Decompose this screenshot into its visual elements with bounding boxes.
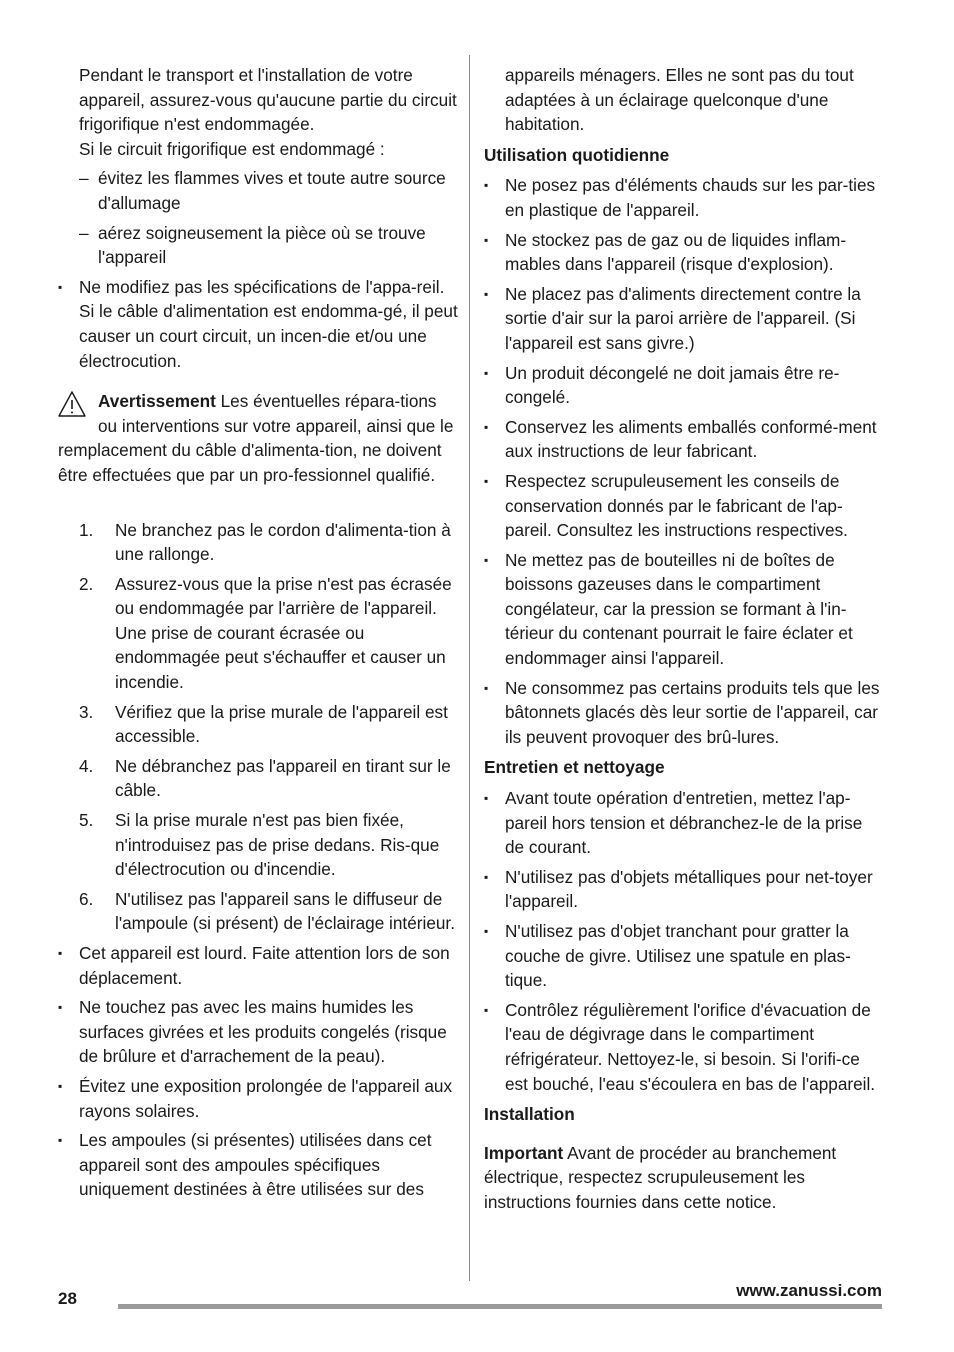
bullet-item: ▪ N'utilisez pas d'objets métalliques pour net-toyer l'appareil.: [484, 865, 884, 914]
numbered-item: [58, 572, 458, 695]
numbered-item: [58, 754, 458, 803]
section-heading-installation: Installation: [484, 1104, 575, 1125]
bullet-item: ▪ Respectez scrupuleusement les conseils de conservation donnés par le fabricant de l'ap-pareil. Consultez les instructions respectives.: [484, 469, 884, 543]
dash-item: – aérez soigneusement la pièce où se trouve l'appareil: [58, 221, 458, 270]
bullet-item: ▪ Ne consommez pas certains produits tels que les bâtonnets glacés dès leur sortie de l'appareil, car ils peuvent provoquer des brû-lures.: [484, 676, 884, 750]
item-text: Ne débranchez pas l'appareil en tirant sur le câble.: [115, 755, 451, 801]
dash-item: – évitez les flammes vives et toute autre source d'allumage: [58, 166, 458, 215]
bullet-item: ▪ Ne touchez pas avec les mains humides les surfaces givrées et les produits congelés (risque de brûlure et d'arrachement de la peau).: [58, 995, 458, 1069]
bullet-item: ▪ Évitez une exposition prolongée de l'appareil aux rayons solaires.: [58, 1074, 458, 1123]
intro-paragraph: Pendant le transport et l'installation de votre appareil, assurez-vous qu'aucune partie du circuit frigorifique n'est endommagée.: [79, 65, 457, 135]
section-heading-maintenance: Entretien et nettoyage: [484, 757, 665, 778]
numbered-item: [58, 887, 458, 936]
footer-url: www.zanussi.com: [736, 1281, 882, 1300]
item-text: Assurez-vous que la prise n'est pas écrasée ou endommagée par l'arrière de l'appareil. Une prise de courant écrasée ou endommagée peut s'échauffer et causer un incendie.: [115, 573, 452, 693]
continued-paragraph: appareils ménagers. Elles ne sont pas du tout adaptées à un éclairage quelconque d'une habitation.: [505, 65, 854, 135]
warning-label: Avertissement: [98, 391, 216, 412]
item-number: 5.: [79, 810, 94, 831]
bullet-item: ▪ Ne modifiez pas les spécifications de l'appa-reil. Si le câble d'alimentation est endomma-gé, il peut causer un court circuit, un incen-die et/ou une électrocution.: [58, 275, 458, 373]
bullet-item: ▪ Un produit décongelé ne doit jamais être re-congelé.: [484, 361, 884, 410]
item-number: 3.: [79, 701, 94, 722]
item-number: 1.: [79, 519, 94, 540]
warning-block: [58, 389, 458, 487]
bullet-item: ▪ Ne posez pas d'éléments chauds sur les par-ties en plastique de l'appareil.: [484, 173, 884, 222]
bullet-item: ▪ Ne placez pas d'aliments directement contre la sortie d'air sur la paroi arrière de l'appareil. (Si l'appareil est sans givre.): [484, 282, 884, 356]
bullet-item: ▪ Ne stockez pas de gaz ou de liquides inflam-mables dans l'appareil (risque d'explosion).: [484, 228, 884, 277]
right-column: [484, 63, 884, 1215]
item-text: Ne branchez pas le cordon d'alimenta-tion à une rallonge.: [115, 519, 451, 565]
important-label: Important: [484, 1142, 564, 1163]
item-number: 4.: [79, 755, 94, 776]
section-heading-daily-use: Utilisation quotidienne: [484, 144, 670, 165]
column-divider: [469, 55, 470, 1281]
important-text: Avant de procéder au branchement électrique, respectez scrupuleusement les instructions fournies dans cette notice.: [484, 1142, 837, 1212]
item-text: N'utilisez pas l'appareil sans le diffuseur de l'ampoule (si présent) de l'éclairage intérieur.: [115, 888, 455, 934]
left-column: [58, 63, 458, 1207]
numbered-item: [58, 518, 458, 567]
warning-icon: [58, 389, 92, 419]
warning-text: Les éventuelles répara-tions ou interventions sur votre appareil, ainsi que le remplacement du câble d'alimenta-tion, ne doivent être effectuées que par un pro-fessionnel qualifié.: [58, 391, 454, 485]
item-number: 6.: [79, 888, 94, 909]
bullet-item: ▪ Cet appareil est lourd. Faite attention lors de son déplacement.: [58, 941, 458, 990]
numbered-item: [58, 808, 458, 882]
important-note: [484, 1141, 884, 1215]
bullet-item: ▪ N'utilisez pas d'objet tranchant pour gratter la couche de givre. Utilisez une spatule en plas-tique.: [484, 919, 884, 993]
numbered-item: [58, 700, 458, 749]
bullet-item: ▪ Les ampoules (si présentes) utilisées dans cet appareil sont des ampoules spécifiques uniquement destinées à être utilisées sur des: [58, 1128, 458, 1202]
bullet-item: ▪ Contrôlez régulièrement l'orifice d'évacuation de l'eau de dégivrage dans le compartiment réfrigérateur. Nettoyez-le, si besoin. Si l'orifi-ce est bouché, l'eau s'écoulera en bas de l'appareil.: [484, 998, 884, 1096]
intro-condition: Si le circuit frigorifique est endommagé :: [79, 138, 385, 159]
item-number: 2.: [79, 573, 94, 594]
bullet-item: ▪ Avant toute opération d'entretien, mettez l'ap-pareil hors tension et débranchez-le de la prise de courant.: [484, 786, 884, 860]
bullet-item: ▪ Ne mettez pas de bouteilles ni de boîtes de boissons gazeuses dans le compartiment congélateur, car la pression se formant à l'in-térieur du contenant pourrait le faire éclater et endommager ainsi l'appareil.: [484, 548, 884, 671]
footer-bar: [118, 1304, 882, 1309]
bullet-item: ▪ Conservez les aliments emballés conformé-ment aux instructions de leur fabricant.: [484, 415, 884, 464]
item-text: Vérifiez que la prise murale de l'appareil est accessible.: [115, 701, 448, 747]
page-number: 28: [58, 1289, 77, 1308]
item-text: Si la prise murale n'est pas bien fixée, n'introduisez pas de prise dedans. Ris-que d'électrocution ou d'incendie.: [115, 810, 440, 880]
